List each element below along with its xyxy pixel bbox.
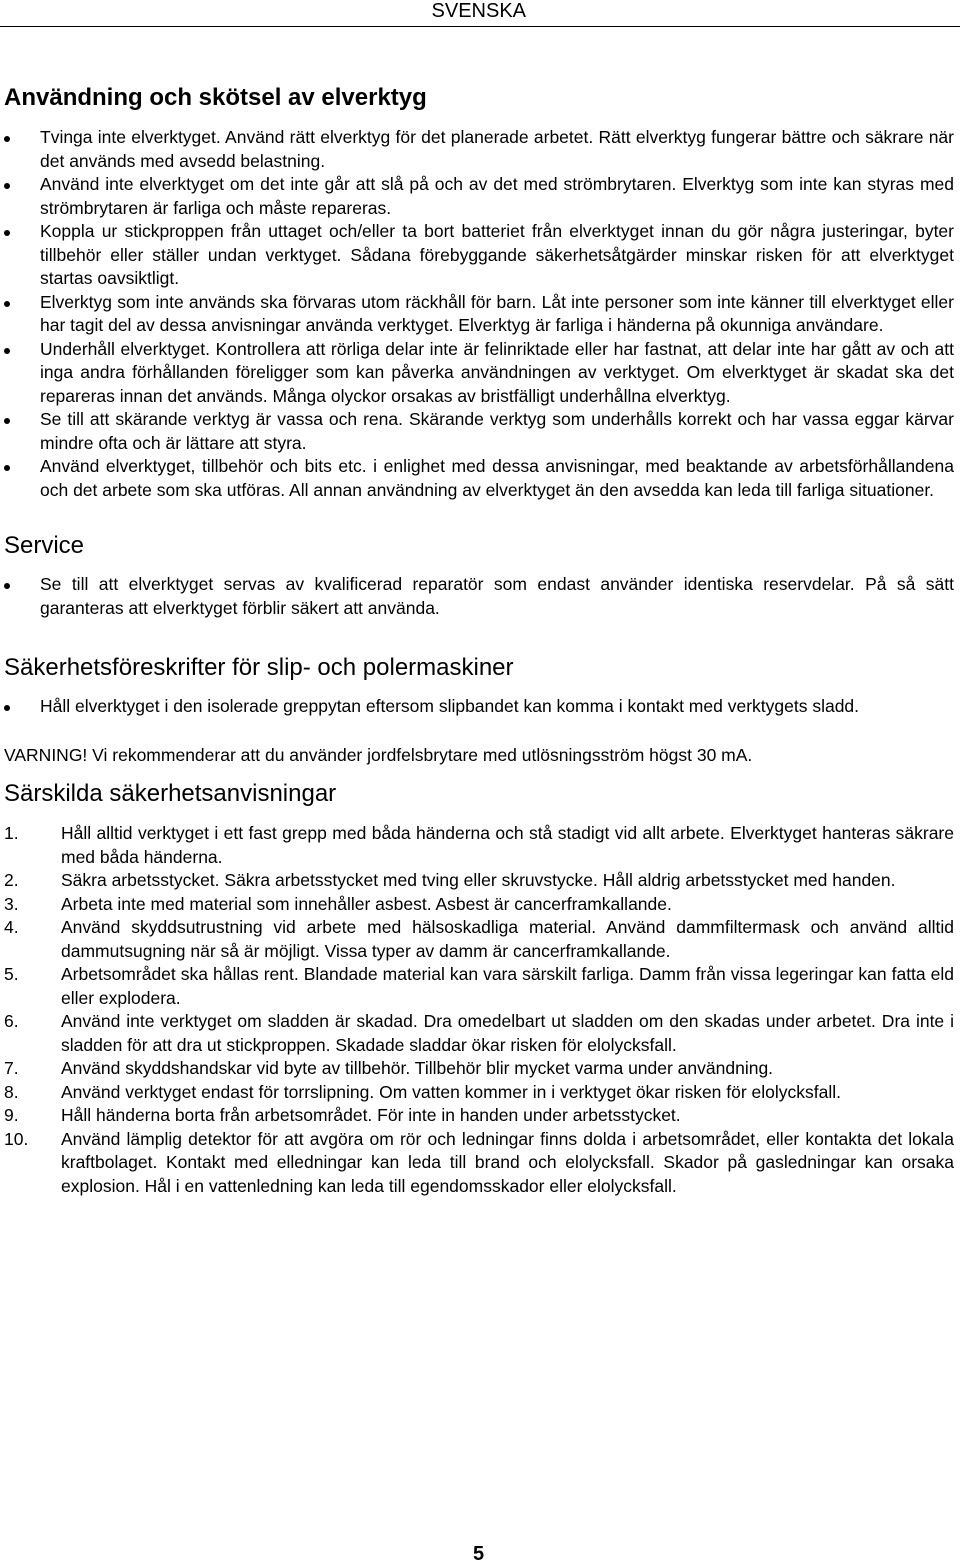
section-heading-service: Service	[4, 532, 85, 559]
numbered-item-text: Använd inte verktyget om sladden är skadad. Dra omedelbart ut sladden om den skadas under arbetet. Dra inte i sladden för att dra ut stickproppen. Skadade sladdar ökar risken för elolycksfall.	[61, 1011, 954, 1055]
numbered-item	[4, 1104, 954, 1128]
numbered-item	[4, 893, 954, 917]
numbered-item	[4, 1081, 954, 1105]
page-content	[4, 84, 954, 1198]
list-item	[4, 455, 954, 502]
list-item	[4, 573, 954, 620]
list-item-text: Använd inte elverktyget om det inte går att slå på och av det med strömbrytaren. Elverktyg som inte kan styras med strömbrytaren är farliga och måste repareras.	[40, 174, 954, 218]
numbered-item-text: Använd skyddsutrustning vid arbete med hälsoskadliga material. Använd dammfiltermask och använd alltid dammutsugning när så är möjligt. Vissa typer av damm är cancerframkallande.	[61, 917, 954, 961]
bullet-icon	[4, 183, 10, 189]
item-number: 5.	[4, 964, 19, 984]
numbered-item	[4, 916, 954, 963]
list-item-text: Se till att elverktyget servas av kvalificerad reparatör som endast använder identiska reservdelar. På så sätt garanteras att elverktyget förblir säkert att använda.	[40, 574, 954, 618]
numbered-item	[4, 1128, 954, 1199]
item-number: 6.	[4, 1011, 19, 1031]
item-number: 3.	[4, 893, 19, 914]
bullet-icon	[4, 583, 10, 589]
special-safety-list	[4, 822, 954, 1198]
language-label: SVENSKA	[431, 0, 526, 22]
page-header	[0, 0, 960, 27]
list-item	[4, 126, 954, 173]
bullet-icon	[4, 230, 10, 236]
numbered-item	[4, 963, 954, 1010]
numbered-item	[4, 822, 954, 869]
section-heading-use-and-care: Användning och skötsel av elverktyg	[4, 84, 427, 111]
warning-label: VARNING!	[4, 744, 88, 765]
page-number: 5	[473, 1543, 485, 1565]
item-number: 2.	[4, 870, 19, 890]
item-number: 8.	[4, 1081, 19, 1102]
numbered-item-text: Arbeta inte med material som innehåller asbest. Asbest är cancerframkallande.	[61, 893, 672, 914]
list-item-text: Tvinga inte elverktyget. Använd rätt elverktyg för det planerade arbetet. Rätt elverktyg fungerar bättre och säkrare när det används med avsedd belastning.	[40, 127, 954, 171]
item-number: 1.	[4, 823, 19, 843]
list-item	[4, 220, 954, 291]
use-and-care-list	[4, 126, 954, 502]
bullet-icon	[4, 465, 10, 471]
list-item-text: Använd elverktyget, tillbehör och bits etc. i enlighet med dessa anvisningar, med beaktande av arbetsförhållandena och det arbete som ska utföras. All annan användning av elverktyget än den avsedda kan leda till farliga situationer.	[40, 456, 954, 500]
list-item	[4, 291, 954, 338]
warning-paragraph	[4, 744, 954, 768]
numbered-item-text: Använd lämplig detektor för att avgöra om rör och ledningar finns dolda i arbetsområdet, eller kontakta det lokala kraftbolaget. Kontakt med elledningar kan leda till brand och elolycksfall. Skador på gasledningar kan orsaka explosion. Hål i en vattenledning kan leda till egendomsskador eller elolycksfall.	[61, 1128, 954, 1196]
list-item-text: Underhåll elverktyget. Kontrollera att rörliga delar inte är felinriktade eller har fastnat, att delar inte har gått av och att inga andra förhållanden föreligger som kan påverka användningen av verktyget. Om elverktyget är skadat ska det repareras innan det används. Många olyckor orsakas av bristfälligt underhållna elverktyg.	[40, 338, 954, 406]
item-number: 10.	[4, 1128, 29, 1149]
item-number: 4.	[4, 917, 19, 937]
warning-text: Vi rekommenderar att du använder jordfelsbrytare med utlösningsström högst 30 mA.	[87, 744, 753, 765]
item-number: 7.	[4, 1058, 19, 1078]
numbered-item	[4, 1057, 954, 1081]
list-item-text: Elverktyg som inte används ska förvaras utom räckhåll för barn. Låt inte personer som inte känner till elverktyget eller har tagit del av dessa anvisningar använda verktyget. Elverktyg är farliga i händerna på okunniga användare.	[40, 291, 954, 335]
numbered-item	[4, 1010, 954, 1057]
list-item-text: Koppla ur stickproppen från uttaget och/eller ta bort batteriet från elverktyget innan du gör några justeringar, byter tillbehör eller ställer undan verktyget. Sådana förebyggande säkerhetsåtgärder minskar risken för att elverktyget startas oavsiktligt.	[40, 221, 954, 288]
bullet-icon	[4, 136, 10, 142]
list-item	[4, 338, 954, 409]
bullet-icon	[4, 301, 10, 307]
list-item-text: Håll elverktyget i den isolerade greppytan eftersom slipbandet kan komma i kontakt med verktygets sladd.	[40, 696, 860, 716]
numbered-item-text: Håll alltid verktyget i ett fast grepp med båda händerna och stå stadigt vid allt arbete. Elverktyget hanteras säkrare med båda händerna.	[61, 823, 954, 867]
list-item	[4, 695, 954, 719]
bullet-icon	[4, 418, 10, 424]
list-item	[4, 408, 954, 455]
bullet-icon	[4, 705, 10, 711]
section-heading-sander-safety: Säkerhetsföreskrifter för slip- och polermaskiner	[4, 654, 514, 681]
numbered-item-text: Använd skyddshandskar vid byte av tillbehör. Tillbehör blir mycket varma under användning.	[61, 1058, 774, 1078]
bullet-icon	[4, 348, 10, 354]
list-item-text: Se till att skärande verktyg är vassa och rena. Skärande verktyg som underhålls korrekt och har vassa eggar kärvar mindre ofta och är lättare att styra.	[40, 409, 954, 453]
numbered-item-text: Arbetsområdet ska hållas rent. Blandade material kan vara särskilt farliga. Damm från vissa legeringar kan fatta eld eller explodera.	[61, 964, 954, 1008]
sander-safety-list	[4, 695, 954, 719]
numbered-item-text: Säkra arbetsstycket. Säkra arbetsstycket med tving eller skruvstycke. Håll aldrig arbetsstycket med handen.	[61, 870, 896, 890]
numbered-item-text: Använd verktyget endast för torrslipning. Om vatten kommer in i verktyget ökar risken för elolycksfall.	[61, 1081, 842, 1102]
numbered-item-text: Håll händerna borta från arbetsområdet. För inte in handen under arbetsstycket.	[61, 1105, 681, 1125]
service-list	[4, 573, 954, 620]
numbered-item	[4, 869, 954, 893]
section-heading-special-safety: Särskilda säkerhetsanvisningar	[4, 780, 337, 807]
list-item	[4, 173, 954, 220]
item-number: 9.	[4, 1105, 19, 1125]
